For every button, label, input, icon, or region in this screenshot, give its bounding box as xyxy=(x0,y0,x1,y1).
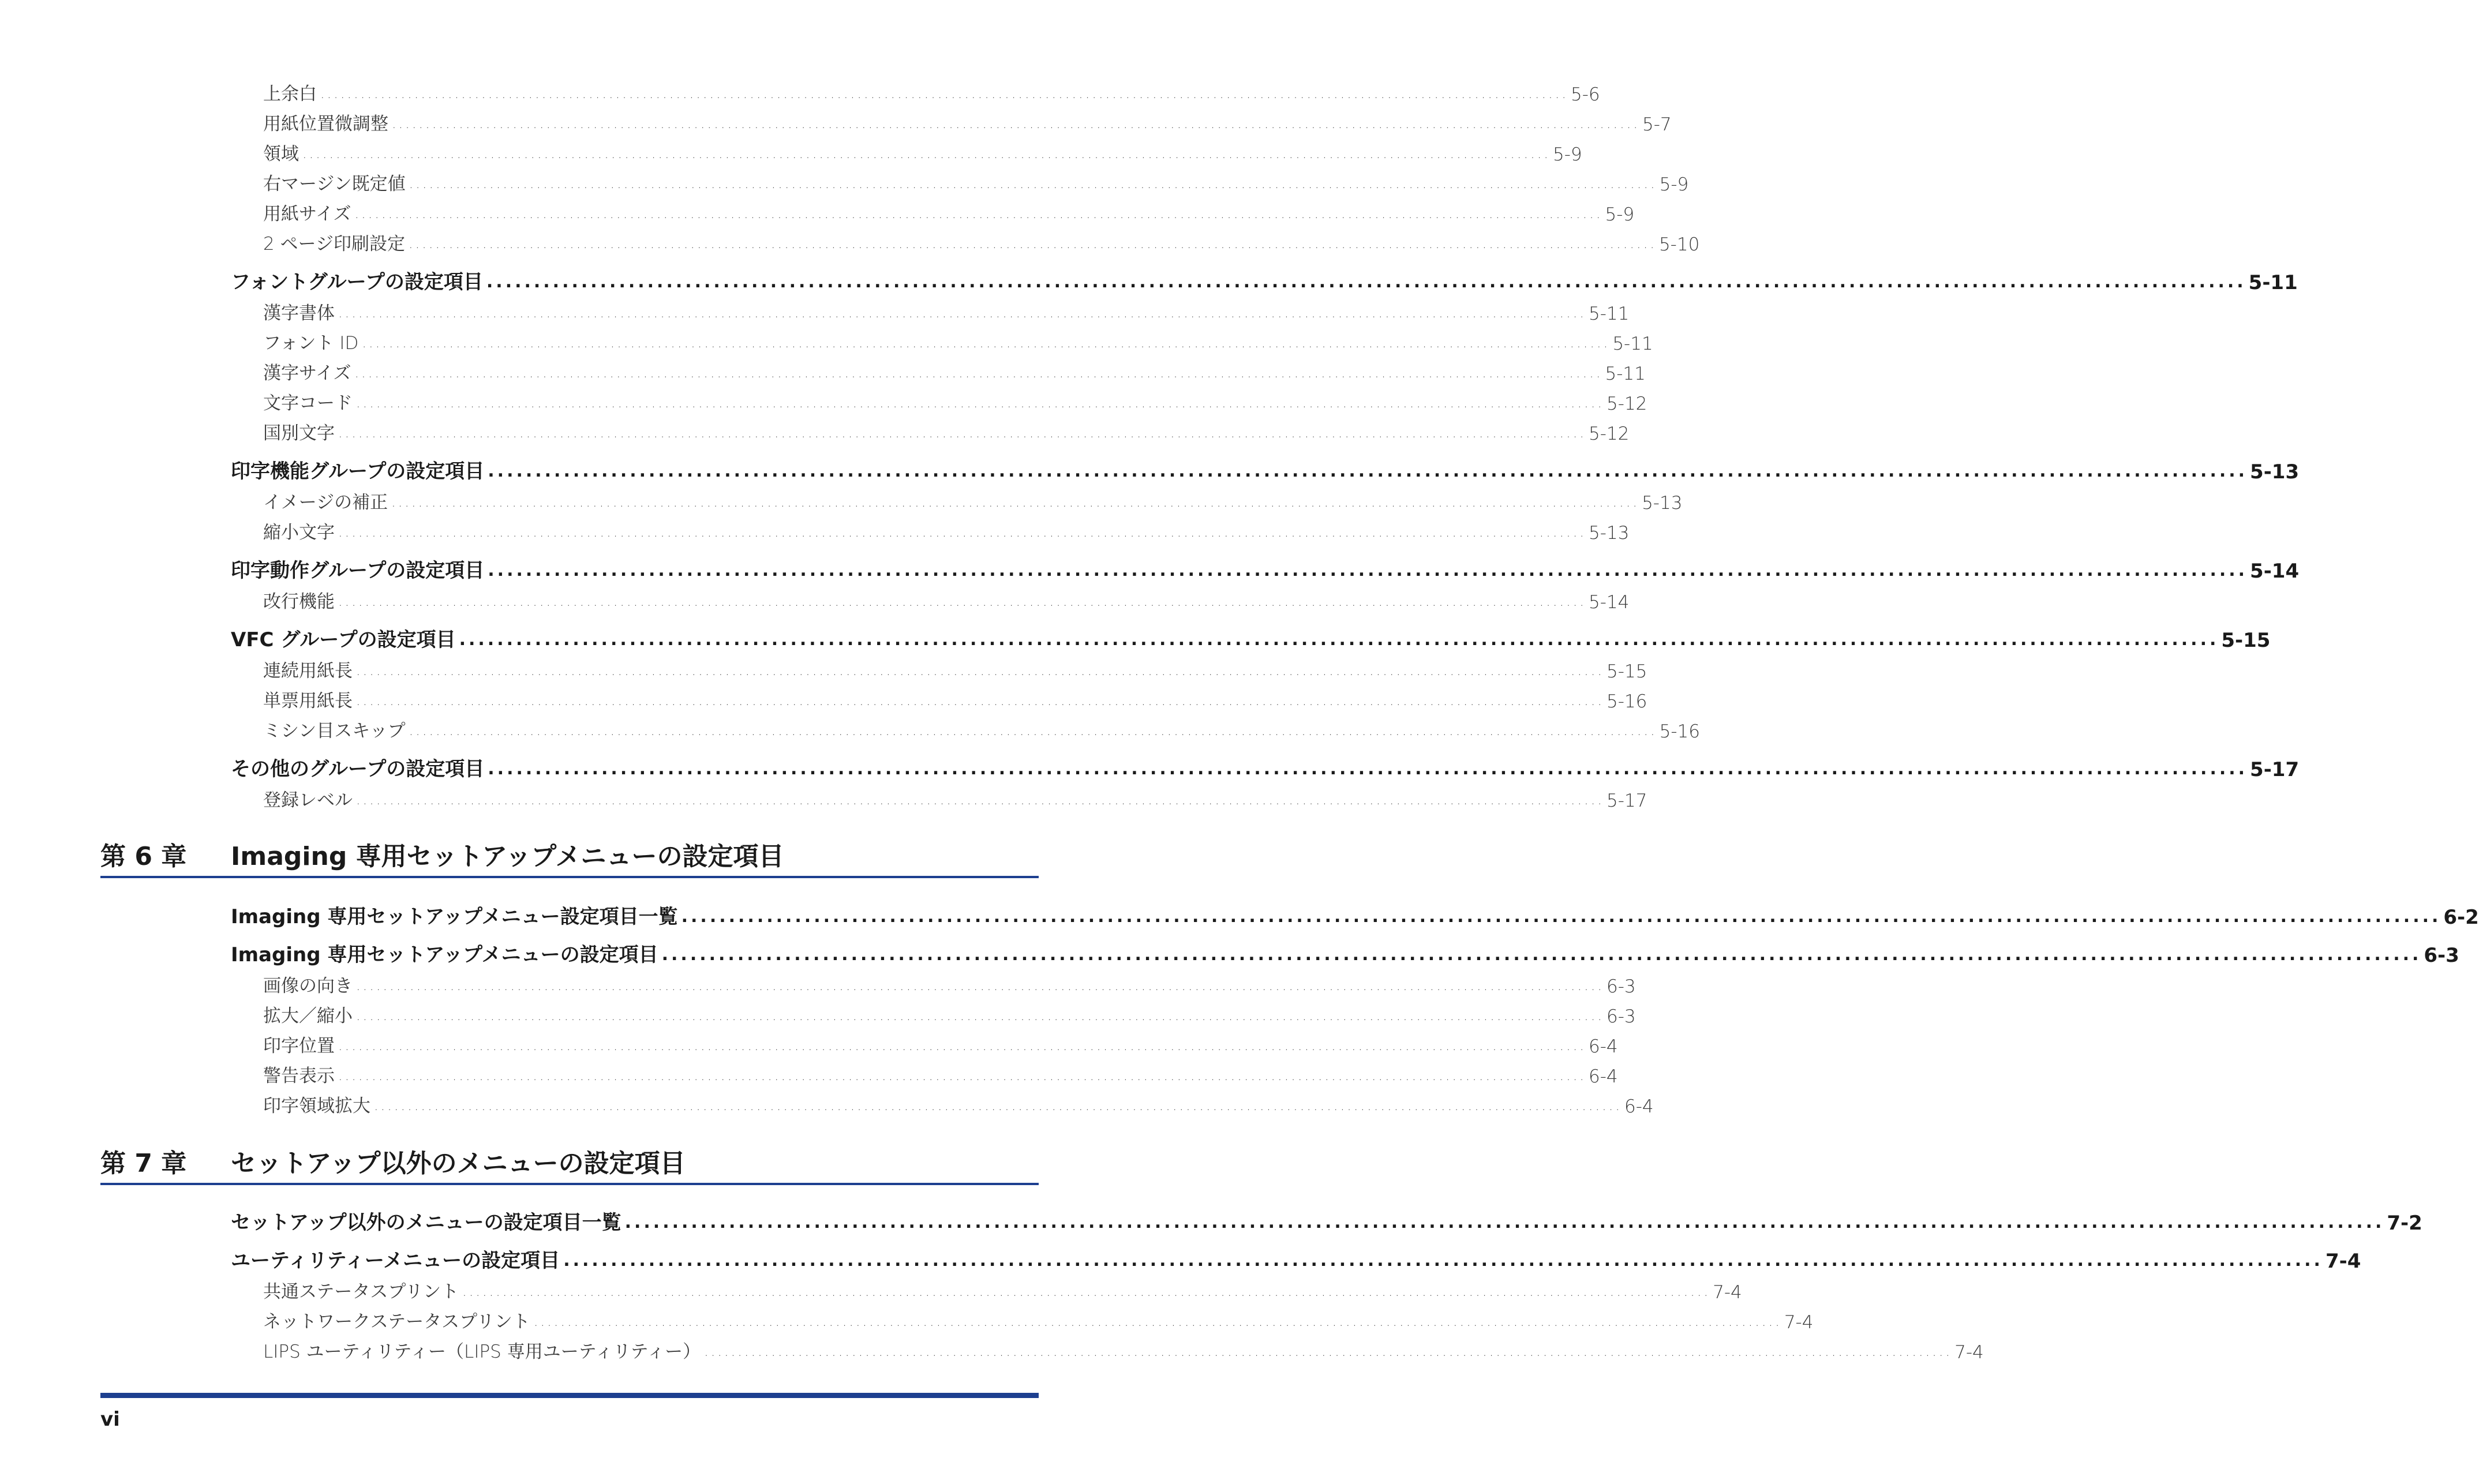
dot-leader: .......................................................................................................................................................................................... xyxy=(661,945,2422,965)
dot-leader: .......................................................................................................................................................................................... xyxy=(408,235,1657,252)
toc-entry[interactable] xyxy=(263,230,1700,255)
toc-entry-label: 用紙位置微調整 xyxy=(263,114,388,134)
toc-entry-page: 6-4 xyxy=(1588,1036,1618,1057)
toc-entry-page: 6-4 xyxy=(1624,1096,1654,1117)
toc-entry-label: イメージの補正 xyxy=(263,492,388,513)
toc-entry-label: 拡大／縮小 xyxy=(263,1006,353,1026)
toc-entry-label: ネットワークステータスプリント xyxy=(263,1311,530,1332)
toc-entry-label: 共通ステータスプリント xyxy=(263,1281,459,1302)
toc-section-entry[interactable] xyxy=(231,456,2300,484)
toc-section-label: Imaging 専用セットアップメニューの設定項目 xyxy=(231,943,658,966)
toc-entry[interactable] xyxy=(263,1337,1984,1363)
toc-section-entry[interactable] xyxy=(231,624,2271,652)
toc-section-page: 6-2 xyxy=(2443,906,2479,929)
toc-entry-label: 単票用紙長 xyxy=(263,691,353,711)
toc-entry[interactable] xyxy=(263,1062,1618,1087)
chapter-heading[interactable] xyxy=(100,1142,1039,1179)
toc-entry[interactable] xyxy=(263,587,1630,613)
toc-entry-page: 5-13 xyxy=(1588,523,1630,544)
toc-entry[interactable] xyxy=(263,80,1600,105)
toc-section-page: 5-15 xyxy=(2221,629,2271,652)
toc-entry-page: 5-16 xyxy=(1659,721,1700,742)
toc-entry-page: 5-12 xyxy=(1606,394,1647,414)
toc-entry-label: 画像の向き xyxy=(263,976,353,996)
toc-entry-label: 改行機能 xyxy=(263,591,335,612)
dot-leader: .......................................................................................................................................................................................... xyxy=(356,692,1604,709)
toc-entry-page: 5-9 xyxy=(1552,144,1582,165)
toc-section-page: 5-13 xyxy=(2250,460,2300,484)
toc-section-entry[interactable] xyxy=(231,754,2300,781)
toc-entry[interactable] xyxy=(263,1307,1814,1333)
toc-section-label: その他のグループの設定項目 xyxy=(231,758,485,781)
dot-leader: .......................................................................................................................................................................................... xyxy=(409,722,1657,739)
toc-entry-label: 領域 xyxy=(263,144,299,164)
dot-leader: .......................................................................................................................................................................................... xyxy=(486,272,2246,292)
dot-leader: .......................................................................................................................................................................................... xyxy=(488,759,2248,779)
toc-entry[interactable] xyxy=(263,110,1672,135)
toc-section-label: 印字機能グループの設定項目 xyxy=(231,460,485,483)
toc-entry[interactable] xyxy=(263,1277,1742,1303)
toc-entry[interactable] xyxy=(263,200,1635,225)
dot-leader: .......................................................................................................................................................................................... xyxy=(374,1097,1622,1114)
toc-entry-label: 登録レベル xyxy=(263,790,353,811)
dot-leader: .......................................................................................................................................................................................... xyxy=(704,1343,1953,1359)
dot-leader: .......................................................................................................................................................................................... xyxy=(356,977,1604,994)
toc-entry-page: 5-6 xyxy=(1570,84,1600,105)
toc-entry-page: 5-14 xyxy=(1588,592,1630,613)
toc-section-page: 7-2 xyxy=(2387,1212,2422,1235)
toc-entry[interactable] xyxy=(263,170,1689,195)
dot-leader: .......................................................................................................................................................................................... xyxy=(409,175,1657,192)
dot-leader: .......................................................................................................................................................................................... xyxy=(356,662,1604,679)
toc-entry[interactable] xyxy=(263,488,1683,514)
dot-leader: .......................................................................................................................................................................................... xyxy=(459,629,2219,650)
toc-entry[interactable] xyxy=(263,1032,1618,1057)
dot-leader: .......................................................................................................................................................................................... xyxy=(681,906,2441,927)
toc-section-entry[interactable] xyxy=(231,267,2298,294)
toc-entry[interactable] xyxy=(263,1092,1654,1117)
toc-section-entry[interactable] xyxy=(231,901,2479,929)
toc-entry[interactable] xyxy=(263,972,1636,997)
footer-divider xyxy=(100,1393,1039,1398)
toc-entry-label: 文字コード xyxy=(263,393,353,414)
dot-leader: .......................................................................................................................................................................................... xyxy=(362,335,1611,351)
toc-entry[interactable] xyxy=(263,329,1653,354)
dot-leader: .......................................................................................................................................................................................... xyxy=(392,115,1640,132)
toc-entry-page: 6-3 xyxy=(1606,1006,1636,1027)
dot-leader: .......................................................................................................................................................................................... xyxy=(563,1250,2323,1271)
toc-entry-label: 印字領域拡大 xyxy=(263,1096,370,1116)
toc-entry[interactable] xyxy=(263,389,1647,414)
dot-leader: .......................................................................................................................................................................................... xyxy=(302,145,1551,162)
dot-leader: .......................................................................................................................................................................................... xyxy=(338,1067,1586,1084)
toc-entry-page: 5-15 xyxy=(1606,661,1647,682)
toc-entry-page: 6-4 xyxy=(1588,1066,1618,1087)
chapter-divider xyxy=(100,876,1039,878)
toc-entry-label: 印字位置 xyxy=(263,1036,335,1056)
dot-leader: .......................................................................................................................................................................................... xyxy=(338,1037,1586,1054)
toc-section-page: 5-11 xyxy=(2248,271,2298,294)
toc-section-label: フォントグループの設定項目 xyxy=(231,271,483,294)
toc-section-page: 5-14 xyxy=(2250,560,2300,583)
toc-section-label: Imaging 専用セットアップメニュー設定項目一覧 xyxy=(231,905,678,928)
toc-section-label: ユーティリティーメニューの設定項目 xyxy=(231,1249,560,1272)
toc-entry-page: 7-4 xyxy=(1713,1282,1742,1303)
toc-entry-label: 漢字書体 xyxy=(263,303,335,324)
dot-leader: .......................................................................................................................................................................................... xyxy=(338,305,1586,321)
chapter-title: セットアップ以外のメニューの設定項目 xyxy=(231,1149,686,1178)
toc-entry-page: 5-11 xyxy=(1605,363,1646,384)
toc-section-entry[interactable] xyxy=(231,1245,2361,1273)
toc-entry-label: ミシン目スキップ xyxy=(263,721,406,741)
toc-entry[interactable] xyxy=(263,419,1630,444)
dot-leader: .......................................................................................................................................................................................... xyxy=(356,792,1604,808)
dot-leader: .......................................................................................................................................................................................... xyxy=(354,365,1603,381)
toc-entry-page: 5-7 xyxy=(1642,114,1672,135)
toc-entry-label: 右マージン既定値 xyxy=(263,174,406,194)
dot-leader: .......................................................................................................................................................................................... xyxy=(338,425,1586,441)
toc-section-label: VFC グループの設定項目 xyxy=(231,628,456,651)
toc-entry[interactable] xyxy=(263,786,1647,811)
chapter-divider xyxy=(100,1183,1039,1185)
toc-entry[interactable] xyxy=(263,687,1647,712)
toc-section-page: 6-3 xyxy=(2424,944,2459,967)
dot-leader: .......................................................................................................................................................................................... xyxy=(533,1313,1782,1329)
dot-leader: .......................................................................................................................................................................................... xyxy=(356,395,1604,411)
toc-section-label: セットアップ以外のメニューの設定項目一覧 xyxy=(231,1211,621,1234)
toc-entry-page: 5-10 xyxy=(1658,234,1700,255)
chapter-number: 第 7 章 xyxy=(100,1149,187,1178)
toc-entry[interactable] xyxy=(263,1002,1636,1027)
toc-entry-label: 縮小文字 xyxy=(263,522,335,543)
toc-entry-label: 漢字サイズ xyxy=(263,363,351,384)
toc-entry-page: 5-9 xyxy=(1605,204,1635,225)
dot-leader: .......................................................................................................................................................................................... xyxy=(338,593,1586,609)
dot-leader: .......................................................................................................................................................................................... xyxy=(488,461,2248,481)
dot-leader: .......................................................................................................................................................................................... xyxy=(354,205,1603,222)
toc-entry[interactable] xyxy=(263,657,1647,682)
chapter-number: 第 6 章 xyxy=(100,842,187,871)
page-number: vi xyxy=(100,1408,120,1431)
toc-entry[interactable] xyxy=(263,717,1700,742)
toc-entry-label: 2 ページ印刷設定 xyxy=(263,234,405,254)
toc-entry-page: 5-13 xyxy=(1642,493,1683,514)
toc-entry-label: フォント ID xyxy=(263,333,359,354)
toc-entry-label: 上余白 xyxy=(263,84,317,104)
toc-entry-page: 5-17 xyxy=(1606,790,1647,811)
toc-entry-label: 国別文字 xyxy=(263,423,335,444)
toc-entry-page: 7-4 xyxy=(1954,1342,1984,1363)
toc-entry-page: 7-4 xyxy=(1784,1312,1814,1333)
dot-leader: .......................................................................................................................................................................................... xyxy=(391,494,1640,510)
toc-section-entry[interactable] xyxy=(231,555,2300,583)
dot-leader: .......................................................................................................................................................................................... xyxy=(356,1007,1604,1024)
toc-entry-page: 5-9 xyxy=(1659,174,1689,195)
chapter-heading[interactable] xyxy=(100,835,1039,872)
toc-entry[interactable] xyxy=(263,518,1630,544)
toc-section-entry[interactable] xyxy=(231,1207,2422,1235)
dot-leader: .......................................................................................................................................................................................... xyxy=(338,524,1586,540)
dot-leader: .......................................................................................................................................................................................... xyxy=(320,85,1568,102)
toc-entry-page: 5-11 xyxy=(1588,303,1630,324)
toc-entry-label: 連続用紙長 xyxy=(263,661,353,681)
toc-entry[interactable] xyxy=(263,299,1630,324)
toc-entry-label: LIPS ユーティリティー（LIPS 専用ユーティリティー） xyxy=(263,1341,701,1362)
toc-section-label: 印字動作グループの設定項目 xyxy=(231,559,485,582)
toc-entry-label: 用紙サイズ xyxy=(263,204,351,224)
dot-leader: .......................................................................................................................................................................................... xyxy=(462,1283,1711,1299)
toc-entry-page: 6-3 xyxy=(1606,976,1636,997)
toc-entry-page: 5-16 xyxy=(1606,691,1647,712)
toc-entry[interactable] xyxy=(263,140,1582,165)
toc-section-page: 5-17 xyxy=(2250,758,2300,781)
toc-section-page: 7-4 xyxy=(2325,1250,2361,1273)
toc-entry-label: 警告表示 xyxy=(263,1066,335,1086)
toc-entry[interactable] xyxy=(263,359,1646,384)
dot-leader: .......................................................................................................................................................................................... xyxy=(624,1212,2385,1232)
toc-entry-page: 5-12 xyxy=(1588,424,1630,444)
toc-section-entry[interactable] xyxy=(231,939,2459,967)
dot-leader: .......................................................................................................................................................................................... xyxy=(488,560,2248,580)
toc-entry-page: 5-11 xyxy=(1612,333,1653,354)
chapter-title: Imaging 専用セットアップメニューの設定項目 xyxy=(231,842,784,871)
